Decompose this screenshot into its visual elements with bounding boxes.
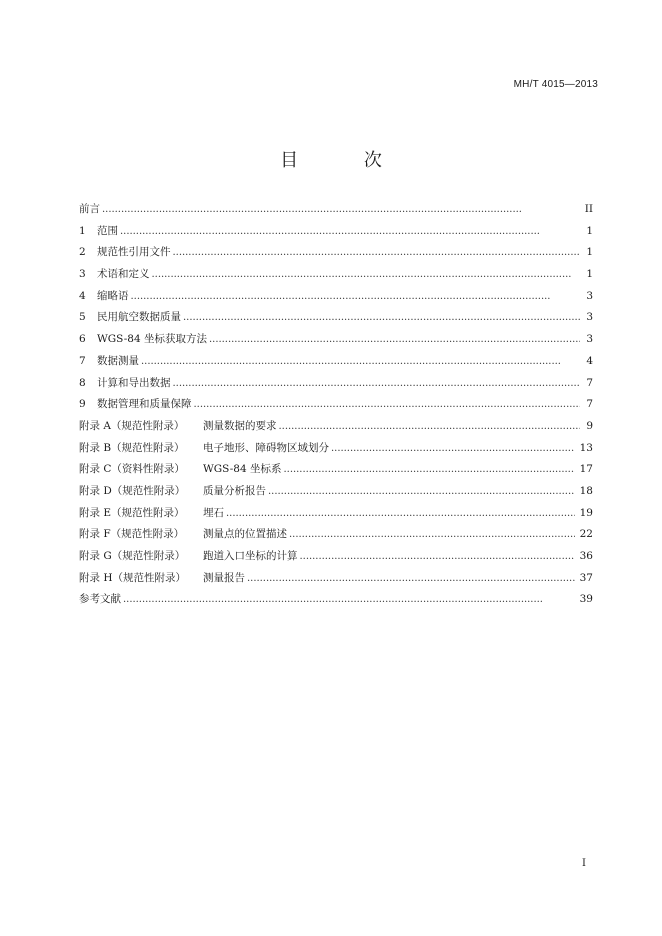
toc-entry-number: 4 xyxy=(79,289,86,302)
toc-entry-page: 4 xyxy=(586,354,593,367)
toc-entry[interactable] xyxy=(79,307,593,329)
toc-entry[interactable] xyxy=(79,503,593,525)
toc-leader-dots xyxy=(226,503,575,525)
toc-entry[interactable] xyxy=(79,524,593,546)
toc-entry-appendix-prefix: 附录 G（规范性附录） xyxy=(79,550,186,562)
toc-entry-page: 3 xyxy=(586,311,593,324)
toc-entry-appendix-prefix: 附录 F（规范性附录） xyxy=(79,528,185,541)
toc-leader-dots xyxy=(141,351,580,373)
toc-entry-label: 质量分析报告 xyxy=(203,484,266,497)
toc-entry-label: 埋石 xyxy=(203,506,224,519)
toc-entry-number: 5 xyxy=(79,311,86,324)
toc-leader-dots xyxy=(284,459,575,481)
toc-entry-page: 1 xyxy=(586,224,593,237)
toc-entry-label: 测量点的位置描述 xyxy=(203,528,287,541)
toc-entry-appendix-prefix: 附录 B（规范性附录） xyxy=(79,441,185,454)
toc-entry-page: 7 xyxy=(586,376,593,389)
toc-entry-label: 计算和导出数据 xyxy=(97,376,171,389)
toc-entry-label: 前言 xyxy=(79,203,100,215)
toc-entry-label: 电子地形、障碍物区域划分 xyxy=(203,441,329,454)
toc-leader-dots xyxy=(173,373,581,395)
toc-entry-number: 3 xyxy=(79,268,86,281)
toc-entry-page: 1 xyxy=(586,268,593,281)
table-of-contents xyxy=(79,199,593,611)
toc-entry[interactable] xyxy=(79,438,593,460)
toc-entry[interactable] xyxy=(79,568,593,590)
toc-entry-page: 9 xyxy=(586,419,593,432)
toc-entry-appendix-prefix: 附录 A（规范性附录） xyxy=(79,419,185,432)
toc-entry-page: 3 xyxy=(586,333,593,346)
toc-leader-dots xyxy=(194,394,581,416)
toc-leader-dots xyxy=(131,286,581,308)
toc-entry-label: 数据测量 xyxy=(97,354,139,367)
toc-leader-dots xyxy=(209,329,580,351)
toc-entry-page: 1 xyxy=(586,246,593,259)
toc-entry-label: WGS-84 坐标获取方法 xyxy=(97,333,208,346)
toc-leader-dots xyxy=(123,589,575,611)
toc-leader-dots xyxy=(279,416,581,438)
toc-entry[interactable] xyxy=(79,221,593,243)
toc-entry-label: 跑道入口坐标的计算 xyxy=(203,550,298,562)
toc-entry-label: 数据管理和质量保障 xyxy=(97,398,192,411)
toc-entry[interactable] xyxy=(79,373,593,395)
toc-entry-label: 测量报告 xyxy=(203,571,245,584)
toc-entry-number: 1 xyxy=(79,224,86,237)
toc-entry-label: 测量数据的要求 xyxy=(203,419,277,432)
toc-entry[interactable] xyxy=(79,416,593,438)
toc-entry-page: 13 xyxy=(579,441,593,454)
toc-entry-page: II xyxy=(584,203,593,215)
toc-entry-appendix-prefix: 附录 C（资料性附录） xyxy=(79,463,185,476)
toc-entry-page: 22 xyxy=(579,528,593,541)
toc-entry-page: 19 xyxy=(579,506,593,519)
toc-leader-dots xyxy=(102,199,580,221)
toc-entry-page: 36 xyxy=(579,550,593,562)
toc-leader-dots xyxy=(289,524,575,546)
toc-entry-page: 7 xyxy=(586,398,593,411)
toc-entry-page: 37 xyxy=(579,571,593,584)
toc-entry-number: 7 xyxy=(79,354,86,367)
toc-entry[interactable] xyxy=(79,286,593,308)
toc-entry-appendix-prefix: 附录 E（规范性附录） xyxy=(79,506,185,519)
toc-entry-page: 39 xyxy=(579,593,593,606)
toc-leader-dots xyxy=(268,481,575,503)
toc-entry-number: 8 xyxy=(79,376,86,389)
toc-entry[interactable] xyxy=(79,394,593,416)
toc-leader-dots xyxy=(183,307,580,329)
toc-entry[interactable] xyxy=(79,459,593,481)
toc-entry-page: 17 xyxy=(579,463,593,476)
toc-entry-number: 2 xyxy=(79,246,86,259)
toc-entry[interactable] xyxy=(79,242,593,264)
toc-leader-dots xyxy=(300,546,575,568)
toc-entry-page: 18 xyxy=(579,484,593,497)
toc-entry-label: 缩略语 xyxy=(97,289,129,302)
toc-entry-appendix-prefix: 附录 H（规范性附录） xyxy=(79,571,186,584)
toc-entry[interactable] xyxy=(79,589,593,611)
toc-leader-dots xyxy=(120,221,580,243)
toc-leader-dots xyxy=(173,242,581,264)
toc-entry[interactable] xyxy=(79,264,593,286)
toc-entry-number: 9 xyxy=(79,398,86,411)
page-number: I xyxy=(582,858,586,869)
toc-entry-appendix-prefix: 附录 D（规范性附录） xyxy=(79,484,186,497)
toc-entry-label: 参考文献 xyxy=(79,593,121,606)
toc-entry-page: 3 xyxy=(586,289,593,302)
toc-entry-label: 民用航空数据质量 xyxy=(97,311,181,324)
toc-leader-dots xyxy=(331,438,575,460)
toc-entry-label: 规范性引用文件 xyxy=(97,246,171,259)
toc-entry-label: 术语和定义 xyxy=(97,268,150,281)
toc-entry-label: 范围 xyxy=(97,224,118,237)
toc-entry-number: 6 xyxy=(79,333,86,346)
toc-leader-dots xyxy=(247,568,575,590)
toc-entry-label: WGS-84 坐标系 xyxy=(203,463,282,476)
toc-entry[interactable] xyxy=(79,481,593,503)
toc-entry[interactable] xyxy=(79,199,593,221)
toc-leader-dots xyxy=(152,264,581,286)
toc-entry[interactable] xyxy=(79,546,593,568)
page-title: 目 次 xyxy=(280,150,412,171)
toc-entry[interactable] xyxy=(79,351,593,373)
standard-code: MH/T 4015—2013 xyxy=(513,79,598,90)
toc-entry[interactable] xyxy=(79,329,593,351)
